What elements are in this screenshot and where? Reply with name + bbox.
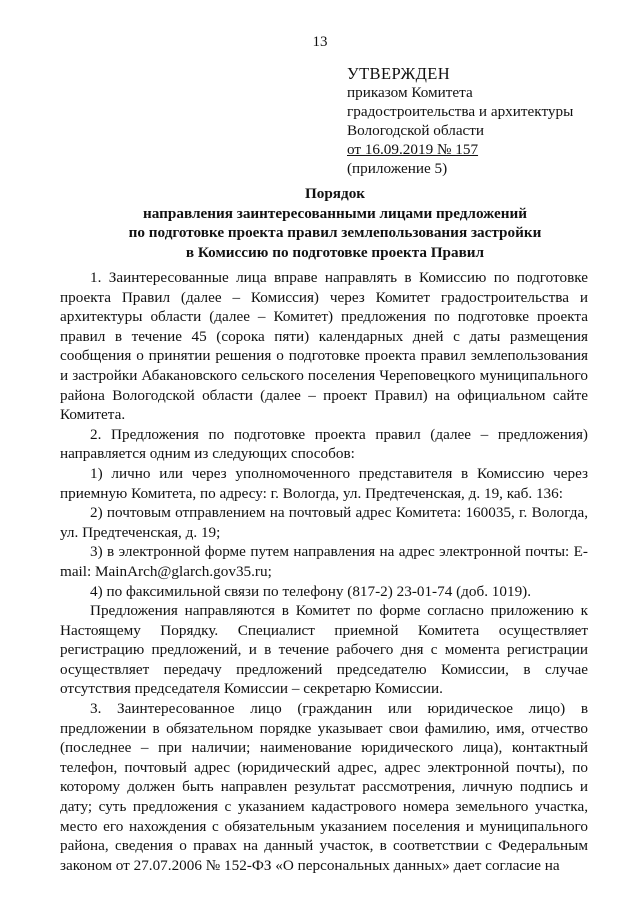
approval-line-order-by: приказом Комитета bbox=[347, 84, 473, 101]
document-body bbox=[60, 268, 588, 875]
list-item-3: 3) в электронной форме путем направления на адрес электронной почты: E-mail: MainArch@glarch.gov35.ru; bbox=[60, 543, 588, 580]
page-number: 13 bbox=[312, 34, 328, 50]
list-item-2: 2) почтовым отправлением на почтовый адрес Комитета: 160035, г. Вологда, ул. Предтеченская, д. 19; bbox=[60, 504, 588, 541]
list-item-4: 4) по факсимильной связи по телефону (817-2) 23-01-74 (доб. 1019). bbox=[90, 582, 532, 600]
document-heading bbox=[70, 184, 600, 262]
approval-appendix: (приложение 5) bbox=[347, 160, 448, 177]
approval-line-committee: градостроительства и архитектуры bbox=[347, 103, 574, 120]
paragraph-submission: Предложения направляются в Комитет по форме согласно приложению к Настоящему Порядку. Специалист приемной Комитета осуществляет регистрацию предложений, и в течение рабочего дня с момента регистрации осуществляет передачу предложений председателю Комиссии, в случае отсутствия председателя Комиссии – секретарю Комиссии. bbox=[60, 602, 588, 698]
approval-block bbox=[347, 64, 607, 178]
paragraph-2: 2. Предложения по подготовке проекта правил (далее – предложения) направляется одним из следующих способов: bbox=[60, 425, 588, 463]
heading-line-4: в Комиссию по подготовке проекта Правил bbox=[185, 243, 485, 261]
heading-line-2: направления заинтересованными лицами предложений bbox=[143, 204, 527, 222]
approval-order-number: от 16.09.2019 № 157 bbox=[347, 141, 479, 158]
heading-line-3: по подготовке проекта правил землепользования застройки bbox=[128, 224, 542, 241]
paragraph-1: 1. Заинтересованные лица вправе направлять в Комиссию по подготовке проекта Правил (далее – Комиссия) через Комитет градостроительства и архитектуры области (далее – Комитет) предложения по подготовке проекта правил в течение 45 (сорока пяти) календарных дней с даты размещения сообщения о принятии решения о подготовке проекта правил землепользования и застройки Абакановского сельского поселения Череповецкого муниципального района Вологодской области (далее – проект Правил) на официальном сайте Комитета. bbox=[60, 269, 588, 424]
heading-title: Порядок bbox=[304, 185, 366, 202]
approval-line-region: Вологодской области bbox=[347, 122, 485, 139]
approval-title: УТВЕРЖДЕН bbox=[347, 64, 451, 83]
paragraph-3: 3. Заинтересованное лицо (гражданин или юридическое лицо) в предложении в обязательном порядке указывает свои фамилию, имя, отчество (последнее – при наличии; наименование юридического лица), контактный телефон, почтовый адрес (юридический адрес, адрес электронной почты), по которому должен быть направлен результат рассмотрения, личную подпись и дату; суть предложения с указанием кадастрового номера земельного участка, место его нахождения с обязательным указанием поселения и муниципального района, сведения о правах на данный участок, в соответствии с Федеральным законом от 27.07.2006 № 152-ФЗ «О персональных данных» дает согласие на bbox=[60, 700, 588, 874]
list-item-1: 1) лично или через уполномоченного представителя в Комиссию через приемную Комитета, по адресу: г. Вологда, ул. Предтеченская, д. 19, каб. 136: bbox=[60, 464, 588, 502]
